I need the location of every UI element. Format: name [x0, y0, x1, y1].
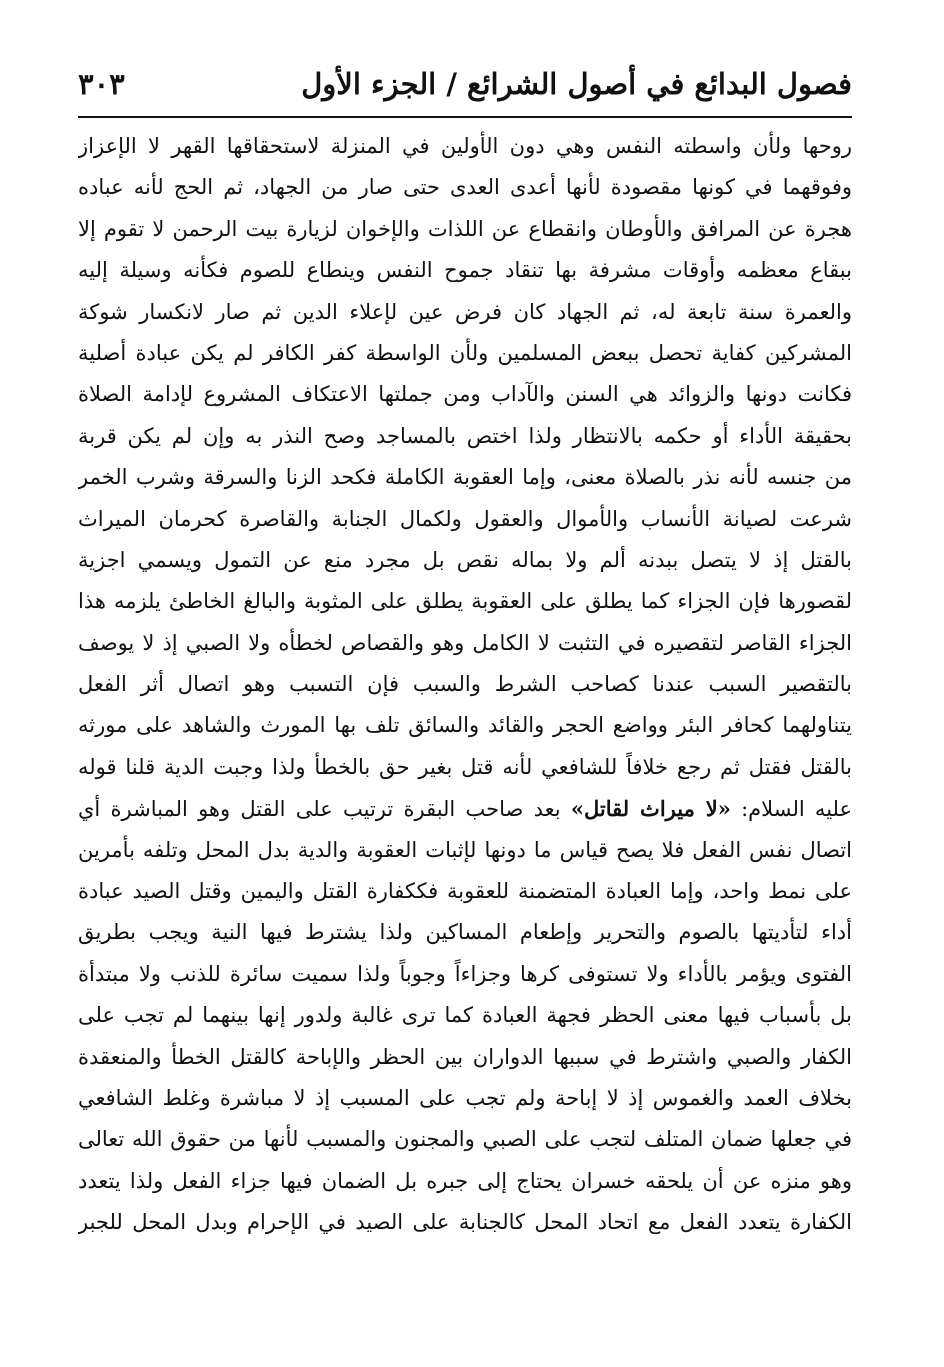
line-17-tail: بعد صاحب البقرة ترتيب على القتل وهو المباشرة أي: [78, 797, 571, 822]
text-line-20: أداء لتأديتها بالصوم والتحرير وإطعام المساكين ولذا يشترط فيها النية ويجب بطريق: [78, 920, 852, 945]
header-divider: [78, 116, 852, 118]
text-line-1: روحها ولأن واسطته النفس وهي دون الأولين في المنزلة لاستحقاقها القهر لا الإعزاز: [78, 134, 852, 158]
text-line-2: وفوقهما في كونها مقصودة لأنها أعدى العدى حتى صار من الجهاد، ثم الحج لأنه عباده: [78, 175, 852, 200]
text-line-9: من جنسه لأنه نذر بالصلاة معنى، وإما العقوبة الكاملة فكحد الزنا والسرقة وشرب الخمر: [78, 465, 852, 490]
text-line-11: بالقتل إذ لا يتصل ببدنه ألم ولا بماله نقص بل مجرد منع عن التمول ويسمي اجزية: [78, 547, 852, 572]
text-line-19: على نمط واحد، وإما العبادة المتضمنة للعقوبة فككفارة القتل واليمين وقتل الصيد عبادة: [78, 879, 852, 904]
text-line-15: يتناولهما كحافر البئر وواضع الحجر والقائد والسائق تلف بها المورث والشاهد على مورثه: [78, 713, 852, 738]
page-header: [78, 58, 852, 112]
text-line-18: اتصال نفس الفعل فلا يصح قياس ما دونها لإثبات العقوبة والدية بدل المحل وتلفه بأمرين: [78, 837, 852, 862]
text-line-5: والعمرة سنة تابعة له، ثم الجهاد كان فرض عين لإعلاء الدين ثم صار لانكسار شوكة: [78, 299, 852, 324]
text-line-7: فكانت دونها والزوائد هي السنن والآداب ومن جملتها الاعتكاف المشروع لإدامة الصلاة: [78, 382, 852, 407]
text-line-21: الفتوى ويؤمر بالأداء ولا تستوفى كرها وجزاءاً وجوباً ولذا سميت سائرة للذنب ولا مبتدأة: [78, 961, 852, 986]
text-line-17: [78, 788, 852, 829]
text-line-12: لقصورها فإن الجزاء كما يطلق على العقوبة يطلق على المثوبة والبالغ الخاطئ يلزمه هذا: [78, 589, 852, 614]
running-title: فصول البدائع في أصول الشرائع / الجزء الأول: [301, 67, 852, 101]
text-line-4: ببقاع معظمه وأوقات مشرفة بها تنقاد جموح النفس وينطاع للصوم فكأنه وسيلة إليه: [78, 258, 852, 283]
text-line-10: شرعت لصيانة الأنساب والأموال والعقول ولكمال الجنابة والقاصرة كحرمان الميراث: [78, 506, 852, 531]
text-line-24: بخلاف العمد والغموس إذ لا إباحة ولم تجب على المسبب إذ لا مباشرة وغلط الشافعي: [78, 1085, 852, 1110]
text-line-26: وهو منزه عن أن يلحقه خسران يحتاج إلى جبره بل الضمان فيها جزاء الفعل ولذا يتعدد: [78, 1168, 852, 1193]
line-17-lead: عليه السلام:: [730, 797, 852, 822]
body-text: [78, 126, 852, 1286]
text-line-8: بحقيقة الأداء أو حكمه بالانتظار ولذا اختص بالمساجد وصح النذر به وإن لم يكن قربة: [78, 423, 852, 448]
text-line-23: الكفار والصبي واشترط في سببها الدواران بين الحظر والإباحة كالقتل الخطأ والمنعقدة: [78, 1044, 852, 1069]
text-line-25: في جعلها ضمان المتلف لتجب على الصبي والمجنون والمسبب لأنها من حقوق الله تعالى: [78, 1127, 852, 1152]
hadith-quote: «لا ميراث لقاتل»: [570, 796, 731, 822]
text-line-3: هجرة عن المرافق والأوطان وانقطاع عن اللذات والإخوان لزيارة بيت الرحمن لا تقوم إلا: [78, 216, 852, 241]
text-line-6: المشركين كفاية تحصل ببعض المسلمين ولأن الواسطة كفر الكافر لم يكن عبادة أصلية: [78, 340, 852, 365]
text-line-22: بل بأسباب فيها معنى الحظر فجهة العبادة كما ترى غالبة ولدور إنها بينهما لم تجب على: [78, 1003, 852, 1028]
text-line-14: بالتقصير السبب عندنا كصاحب الشرط والسبب فإن التسبب وهو اتصال أثر الفعل: [78, 672, 852, 697]
text-line-16: بالقتل فقتل ثم رجع خلافاً للشافعي لأنه قتل بغير حق بالخطأ ولذا وجبت الدية قلنا قوله: [78, 754, 852, 779]
text-line-13: الجزاء القاصر لتقصيره في التثبت لا الكامل وهو والقصاص لخطأه ولا الصبي إذ لا يوصف: [78, 630, 852, 655]
text-line-27: الكفارة يتعدد الفعل مع اتحاد المحل كالجنابة على الصيد في الإحرام وبدل المحل للجبر: [78, 1210, 852, 1235]
page-number: ٣٠٣: [78, 67, 125, 101]
